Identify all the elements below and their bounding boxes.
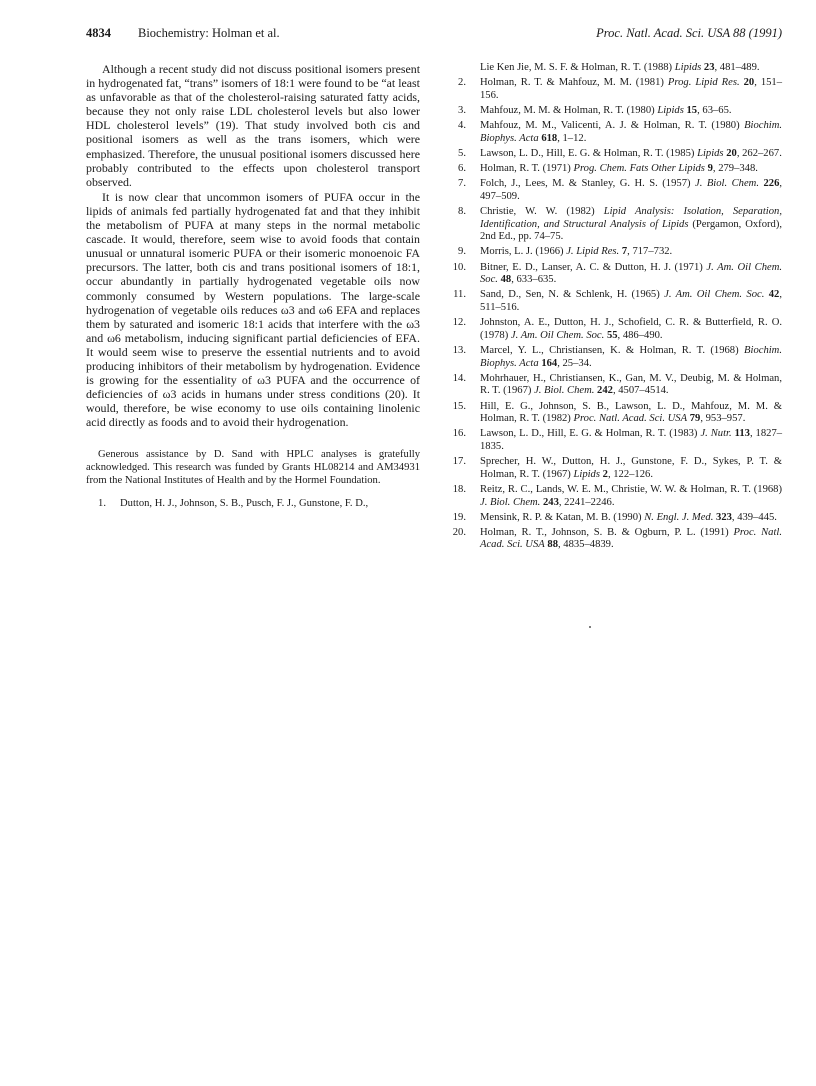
reference-6: 6. Holman, R. T. (1971) Prog. Chem. Fats Other Lipids 9, 279–348. [458, 163, 758, 175]
reference-13: 13. Marcel, Y. L., Christiansen, K. & Holman, R. T. (1968) Biochim. Biophys. Acta 164, 25–34. [452, 345, 782, 369]
reference-1-continued: Lie Ken Jie, M. S. F. & Holman, R. T. (1988) Lipids 23, 481–489. [480, 62, 760, 73]
acknowledgment: Generous assistance by D. Sand with HPLC analyses is gratefully acknowledged. This research was funded by Grants HL08214 and AM34931 from the National Institutes of Health and by the Hormel Foundation. [86, 449, 420, 487]
page-number: 4834 [86, 26, 111, 40]
journal-citation: Proc. Natl. Acad. Sci. USA 88 (1991) [596, 26, 782, 40]
print-speck [589, 626, 591, 628]
reference-11: 11. Sand, D., Sen, N. & Schlenk, H. (1965) J. Am. Oil Chem. Soc. 42, 511–516. [453, 289, 782, 314]
reference-5: 5. Lawson, L. D., Hill, E. G. & Holman, R. T. (1985) Lipids 20, 262–267. [458, 147, 782, 159]
journal-section: Biochemistry: Holman et al. [138, 26, 280, 40]
reference-16: 16. Lawson, L. D., Hill, E. G. & Holman, R. T. (1983) J. Nutr. 113, 1827–1835. [452, 428, 783, 452]
reference-1: 1. Dutton, H. J., Johnson, S. B., Pusch, F. J., Gunstone, F. D., [98, 497, 369, 509]
reference-list-left [86, 498, 420, 511]
body-paragraph-2: It is now clear that uncommon isomers of PUFA occur in the lipids of animals fed partially hydrogenated fat and that they inhibit the metabolism of PUFA at many steps in the normal metabolic cascade. It would, therefore, seem wise to avoid foods that contain unusual or unnatural isomeric PUFA or their isomeric monoenoic FA precursors. The latter, both cis and trans positional isomers of 18:1, occur abundantly in partially hydrogenated vegetable oils now commonly consumed by Western populations. The large-scale hydrogenation of vegetable oils reduces ω3 and ω6 EFA and replaces them by saturated and isomeric 18:1 acids that interfere with the ω3 and ω6 metabolism, inducing significant partial deficiencies of EFA. It would seem wise to preserve the essential nutrients and to avoid producing inhibitors of their metabolism by hydrogenation. Evidence is growing for the essentiality of ω3 PUFA and the occurrence of deficiencies of ω3 acids in humans under stress conditions (20). It would, therefore, be wise economy to use oils containing linolenic acid directly as foods and to avoid their hydrogenation. [86, 189, 420, 430]
reference-17: 17. Sprecher, H. W., Dutton, H. J., Gunstone, F. D., Sykes, P. T. & Holman, R. T. (1967) Lipids 2, 122–126. [452, 456, 782, 480]
reference-9: 9. Morris, L. J. (1966) J. Lipid Res. 7, 717–732. [458, 246, 673, 258]
running-header [86, 26, 782, 44]
reference-15: 15. Hill, E. G., Johnson, S. B., Lawson, L. D., Mahfouz, M. M. & Holman, R. T. (1982) Proc. Natl. Acad. Sci. USA 79, 953–957. [452, 400, 782, 425]
reference-3: 3. Mahfouz, M. M. & Holman, R. T. (1980) Lipids 15, 63–65. [458, 104, 732, 116]
left-column [86, 62, 420, 513]
reference-10: 10. Bitner, E. D., Lanser, A. C. & Dutton, H. J. (1971) J. Am. Oil Chem. Soc. 48, 633–635. [452, 261, 782, 286]
reference-4: 4. Mahfouz, M. M., Valicenti, A. J. & Holman, R. T. (1980) Biochim. Biophys. Acta 618, 1–12. [458, 120, 783, 144]
reference-18: 18. Reitz, R. C., Lands, W. E. M., Christie, W. W. & Holman, R. T. (1968) J. Biol. Chem. 243, 2241–2246. [452, 483, 782, 508]
reference-12: 12. Johnston, A. E., Dutton, H. J., Schofield, C. R. & Butterfield, R. O. (1978) J. Am. Oil Chem. Soc. 55, 486–490. [452, 317, 782, 341]
reference-7: 7. Folch, J., Lees, M. & Stanley, G. H. S. (1957) J. Biol. Chem. 226, 497–509. [458, 178, 783, 202]
reference-list-right [446, 62, 782, 552]
body-paragraph-1: Although a recent study did not discuss positional isomers present in hydrogenated fat, “trans” isomers of 18:1 were found to be “at least as unfavorable as that of the cholesterol-raising saturated fatty acids, because they not only raise LDL cholesterol levels but also lower HDL cholesterol levels” (19). That study involved both cis and positional isomers as well as the trans isomers, which were emphasized. Therefore, the unusual positional isomers discussed here probably contributed to the effects upon cholesterol transport observed. [86, 62, 420, 189]
reference-19: 19. Mensink, R. P. & Katan, M. B. (1990) N. Engl. J. Med. 323, 439–445. [452, 511, 777, 523]
reference-20: 20. Holman, R. T., Johnson, S. B. & Ogburn, P. L. (1991) Proc. Natl. Acad. Sci. USA 88, 4835–4839. [452, 526, 782, 551]
reference-14: 14. Mohrhauer, H., Christiansen, K., Gan, M. V., Deubig, M. & Holman, R. T. (1967) J. Biol. Chem. 242, 4507–4514. [452, 372, 782, 397]
reference-8: 8. Christie, W. W. (1982) Lipid Analysis: Isolation, Separation, Identification, and Structural Analysis of Lipids (Pergamon, Oxford), 2nd Ed., pp. 74–75. [458, 206, 782, 243]
reference-2: 2. Holman, R. T. & Mahfouz, M. M. (1981) Prog. Lipid Res. 20, 151–156. [458, 77, 783, 101]
reference-authors: Dutton, H. J., Johnson, S. B., Pusch, F. J., Gunstone, F. D., [120, 497, 369, 509]
right-column [446, 62, 782, 555]
